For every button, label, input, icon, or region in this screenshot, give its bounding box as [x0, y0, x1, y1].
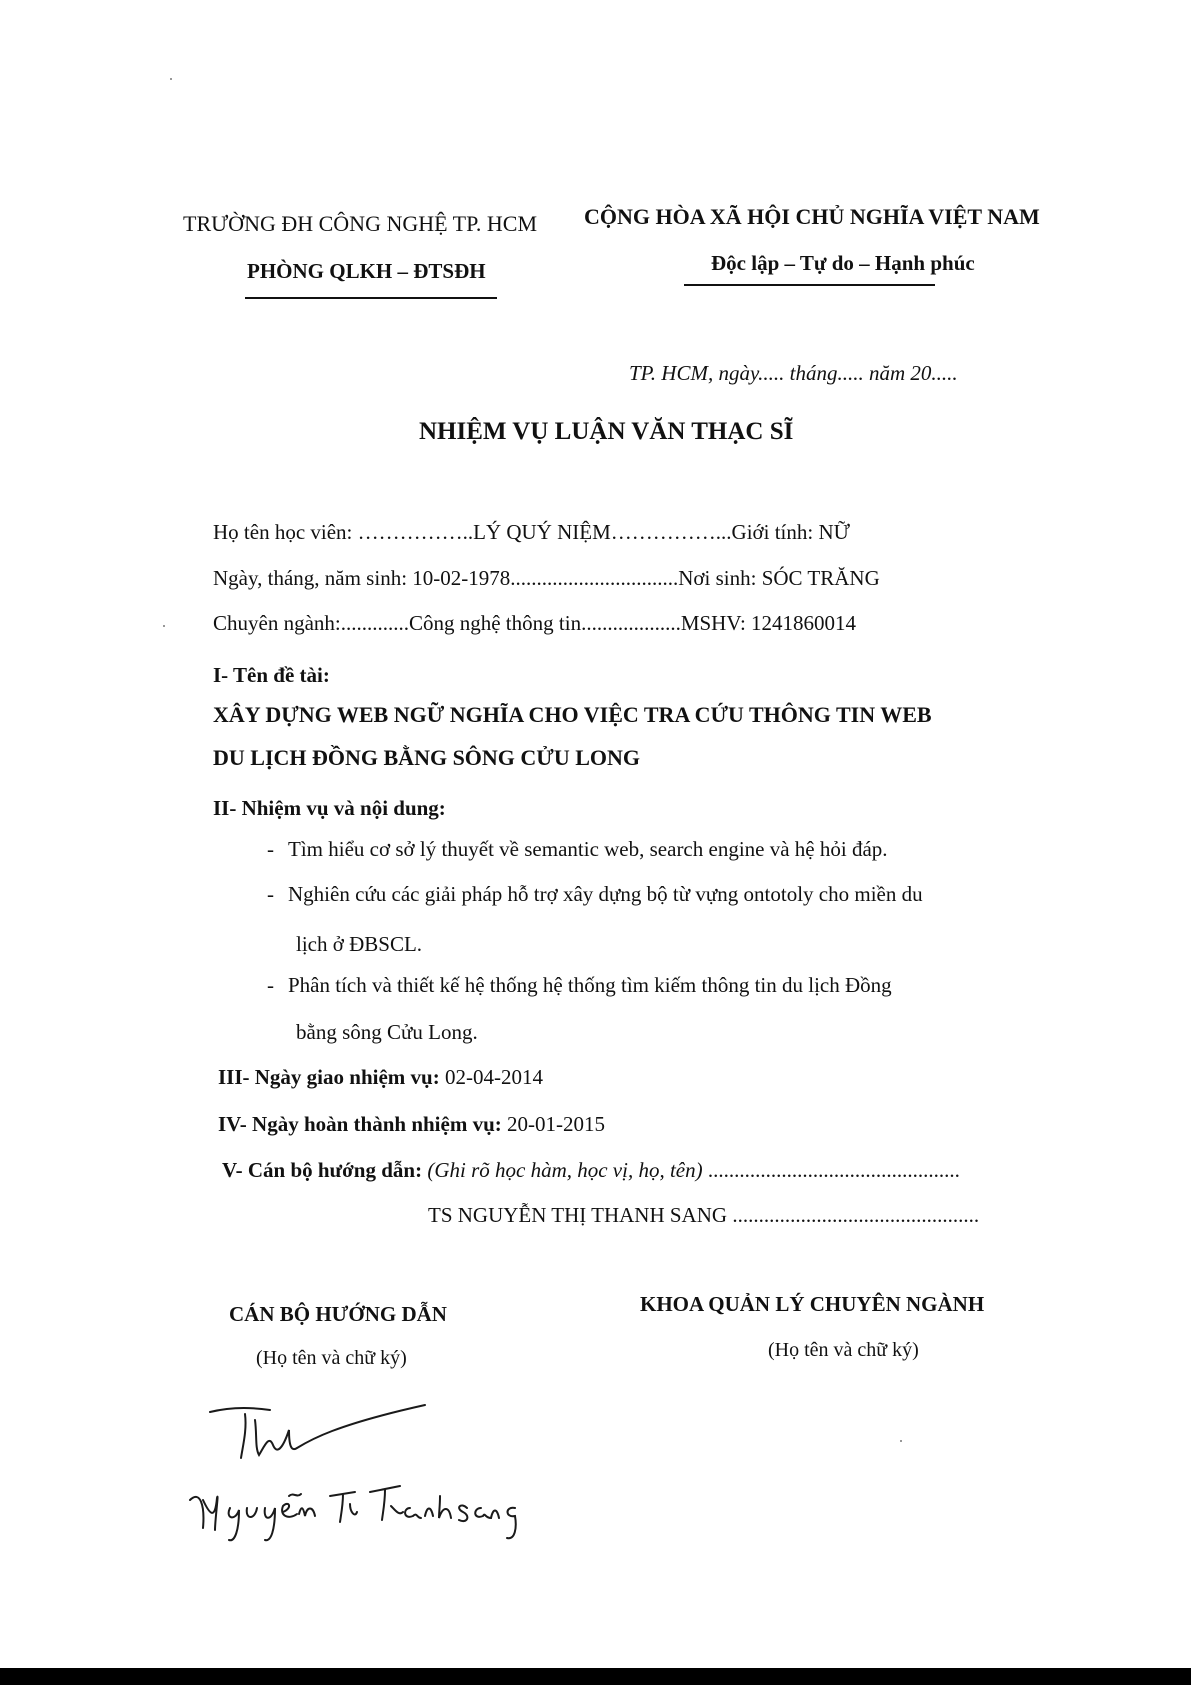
advisor-dots: ...............................................	[732, 1203, 980, 1227]
motto: Độc lập – Tự do – Hạnh phúc	[711, 251, 975, 275]
advisor-signature-note: (Họ tên và chữ ký)	[256, 1347, 407, 1369]
assign-date: 02-04-2014	[444, 1065, 543, 1089]
handwritten-signature	[185, 1400, 535, 1545]
motto-underline	[684, 284, 935, 286]
faculty-signature-note: (Họ tên và chữ ký)	[768, 1339, 919, 1361]
advisor-hint: (Ghi rõ học hàm, học vị, họ, tên)	[427, 1158, 703, 1182]
school-name: TRƯỜNG ĐH CÔNG NGHỆ TP. HCM	[183, 211, 538, 236]
task-item-2-cont: lịch ở ĐBSCL.	[296, 932, 423, 956]
section1-heading: I- Tên đề tài:	[213, 663, 330, 687]
topic-line-2: DU LỊCH ĐỒNG BẰNG SÔNG CỬU LONG	[213, 745, 640, 770]
advisor-signature-title: CÁN BỘ HƯỚNG DẪN	[229, 1302, 447, 1326]
advisor-label: V- Cán bộ hướng dẫn:	[222, 1158, 423, 1182]
assign-date-line	[218, 1065, 543, 1089]
advisor-label-line	[222, 1158, 960, 1182]
advisor-name: TS NGUYỄN THỊ THANH SANG	[428, 1203, 728, 1227]
task-item-3: Phân tích và thiết kế hệ thống hệ thống tìm kiếm thông tin du lịch Đồng	[288, 973, 892, 997]
task-item-1: Tìm hiểu cơ sở lý thuyết về semantic web, search engine và hệ hỏi đáp.	[288, 837, 888, 861]
department-name: PHÒNG QLKH – ĐTSĐH	[247, 259, 486, 283]
department-underline	[245, 297, 497, 299]
nation-name: CỘNG HÒA XÃ HỘI CHỦ NGHĨA VIỆT NAM	[584, 204, 1040, 229]
student-name-line: Họ tên học viên: ……………..LÝ QUÝ NIỆM……………...Giới tính: NỮ	[213, 520, 850, 544]
bullet-dash: -	[267, 973, 274, 997]
birth-line: Ngày, tháng, năm sinh: 10-02-1978................................Nơi sinh: SÓC TRĂNG	[213, 566, 880, 590]
faculty-signature-title: KHOA QUẢN LÝ CHUYÊN NGÀNH	[640, 1292, 985, 1316]
complete-date-line	[218, 1112, 605, 1136]
topic-line-1: XÂY DỰNG WEB NGỮ NGHĨA CHO VIỆC TRA CỨU THÔNG TIN WEB	[213, 702, 932, 727]
complete-date: 20-01-2015	[507, 1112, 606, 1136]
assign-date-label: III- Ngày giao nhiệm vụ:	[218, 1065, 440, 1089]
date-line: TP. HCM, ngày..... tháng..... năm 20.....	[629, 361, 958, 385]
section2-heading: II- Nhiệm vụ và nội dung:	[213, 796, 446, 820]
task-item-2: Nghiên cứu các giải pháp hỗ trợ xây dựng bộ từ vựng ontotoly cho miền du	[288, 882, 923, 906]
scan-edge	[0, 1668, 1191, 1685]
task-item-3-cont: bằng sông Cửu Long.	[296, 1020, 478, 1044]
bullet-dash: -	[267, 882, 274, 906]
advisor-hint-dots: ................................................	[707, 1158, 960, 1182]
major-line: Chuyên ngành:.............Công nghệ thông tin...................MSHV: 1241860014	[213, 611, 857, 635]
advisor-name-line	[428, 1203, 979, 1227]
complete-date-label: IV- Ngày hoàn thành nhiệm vụ:	[218, 1112, 502, 1136]
bullet-dash: -	[267, 837, 274, 861]
page-title: NHIỆM VỤ LUẬN VĂN THẠC SĨ	[419, 418, 794, 445]
